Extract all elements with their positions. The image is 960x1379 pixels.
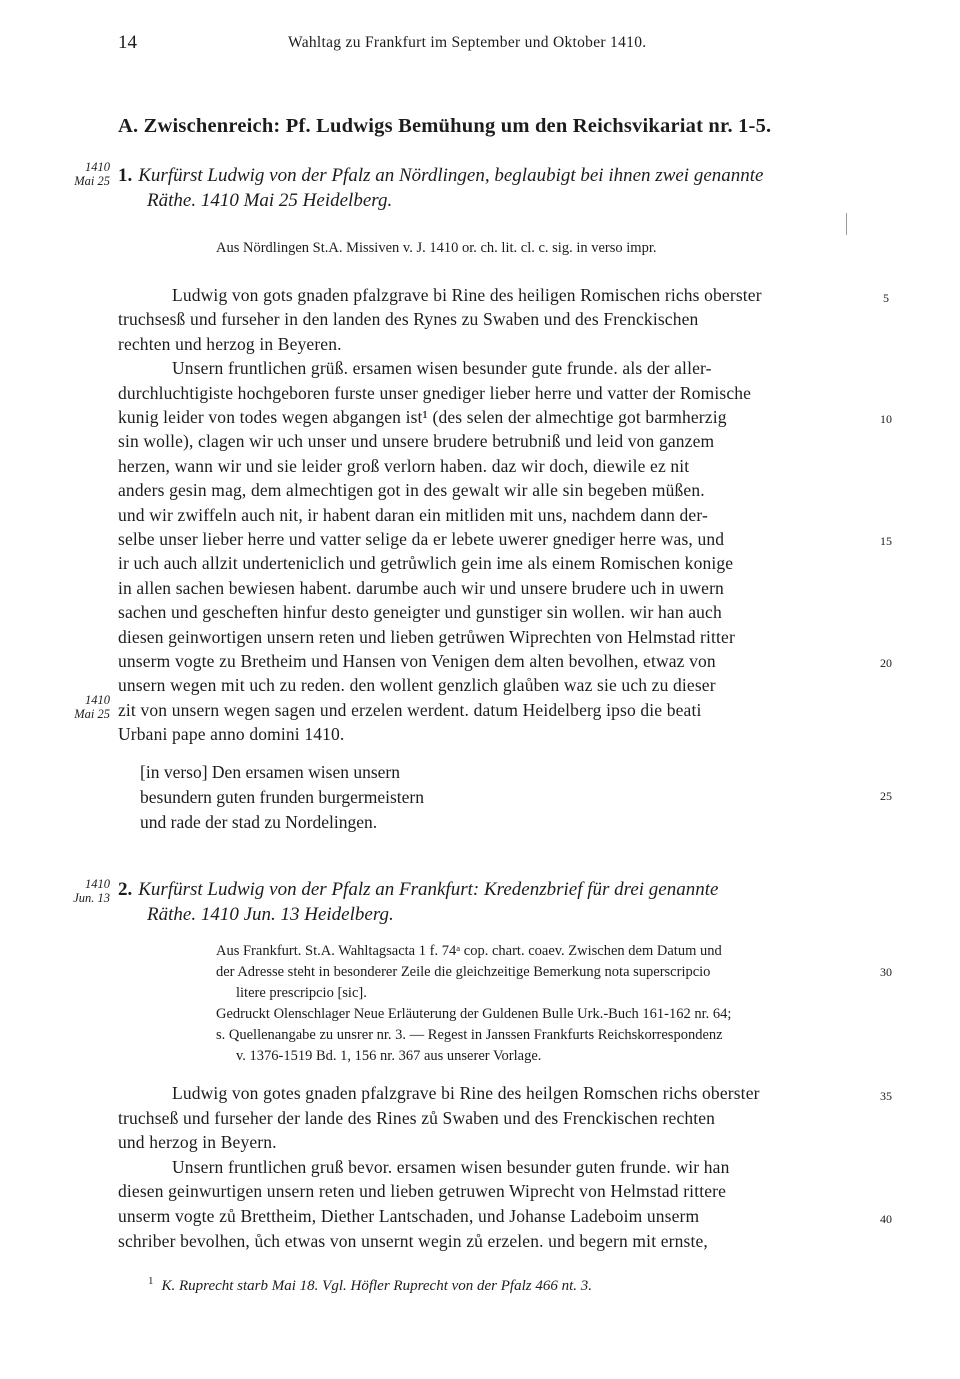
line-number: 15 bbox=[880, 534, 892, 548]
line-number: 5 bbox=[883, 291, 889, 305]
text-line: Ludwig von gots gnaden pfalzgrave bi Rine des heiligen Romischen richs oberster bbox=[172, 285, 762, 305]
section-heading: A. Zwischenreich: Pf. Ludwigs Bemühung um den Reichsvikariat nr. 1-5. bbox=[118, 115, 772, 137]
text-line: Ludwig von gotes gnaden pfalzgrave bi Rine des heilgen Romschen richs oberster bbox=[172, 1083, 760, 1103]
verso-line: [in verso] Den ersamen wisen unsern bbox=[140, 762, 400, 782]
text-line: selbe unser lieber herre und vatter selige da er lebete uwerer gnediger herre was, und bbox=[118, 529, 725, 549]
running-title: Wahltag zu Frankfurt im September und Oktober 1410. bbox=[288, 34, 647, 51]
text-line: schriber bevolhen, ůch etwas von unsernt wegin zů erzelen. und begern mit ernste, bbox=[118, 1230, 708, 1251]
text-line: ir uch auch allzit underteniclich und getrůwlich gein ime als einem Romischen konige bbox=[118, 553, 734, 574]
entry1-margin-day: Mai 25 bbox=[74, 174, 110, 188]
entry2-heading bbox=[118, 877, 873, 927]
page-number: 14 bbox=[118, 32, 137, 53]
verso-line: und rade der stad zu Nordelingen. bbox=[140, 812, 378, 832]
entry1-source: Aus Nördlingen St.A. Missiven v. J. 1410 or. ch. lit. cl. c. sig. in verso impr. bbox=[216, 240, 657, 256]
entry1-margin-date-2 bbox=[54, 693, 110, 721]
entry2-heading-line2: Räthe. 1410 Jun. 13 Heidelberg. bbox=[147, 904, 394, 925]
source-line: v. 1376-1519 Bd. 1, 156 nr. 367 aus unserer Vorlage. bbox=[236, 1048, 542, 1064]
text-line: truchsesß und furseher in den landen des Rynes zu Swaben und des Frenckischen bbox=[118, 309, 699, 330]
verso-line: besundern guten frunden burgermeistern bbox=[140, 787, 424, 807]
text-line: und wir zwiffeln auch nit, ir habent daran ein mitliden mit uns, nachdem dann der- bbox=[118, 504, 708, 525]
entry2-margin-day: Jun. 13 bbox=[73, 891, 110, 905]
line-number: 20 bbox=[880, 656, 892, 670]
text-line: herzen, wann wir und sie leider groß verlorn haben. daz wir doch, diewile ez nit bbox=[118, 455, 690, 476]
entry1-margin2-day: Mai 25 bbox=[74, 707, 110, 721]
entry1-margin-date bbox=[54, 160, 110, 188]
entry1-heading bbox=[118, 163, 873, 213]
text-line: und herzog in Beyern. bbox=[118, 1132, 277, 1153]
footnote bbox=[148, 1275, 868, 1295]
text-line: zit von unsern wegen sagen und erzelen werdent. datum Heidelberg ipso die beati bbox=[118, 699, 702, 720]
entry2-margin-date bbox=[54, 877, 110, 905]
text-line: truchseß und furseher der lande des Rines zů Swaben und des Frenckischen rechten bbox=[118, 1107, 716, 1128]
source-line: s. Quellenangabe zu unsrer nr. 3. — Regest in Janssen Frankfurts Reichskorrespondenz bbox=[216, 1027, 723, 1043]
line-number: 25 bbox=[880, 789, 892, 803]
entry2-number: 2. bbox=[118, 879, 133, 900]
entry1-margin-year: 1410 bbox=[85, 160, 110, 174]
text-line: sin wolle), clagen wir uch unser und unsere brudere betrubniß und leid von ganzem bbox=[118, 431, 715, 452]
text-line: sachen und gescheften hinfur desto geneigter und gunstiger sin wollen. wir han auch bbox=[118, 602, 722, 623]
text-line: kunig leider von todes wegen abgangen ist¹ (des selen der almechtige got barmherzig bbox=[118, 407, 727, 427]
line-number: 35 bbox=[880, 1089, 892, 1103]
text-line: unsern wegen mit uch zu reden. den wollent genzlich glaůben waz sie uch zu dieser bbox=[118, 675, 716, 696]
entry1-heading-line2: Räthe. 1410 Mai 25 Heidelberg. bbox=[147, 190, 393, 211]
text-line: durchluchtigiste hochgeboren furste unser gnediger lieber herre und vatter der Romische bbox=[118, 382, 752, 403]
entry2-margin-year: 1410 bbox=[85, 877, 110, 891]
text-line: Unsern fruntlichen gruß bevor. ersamen wisen besunder guten frunde. wir han bbox=[172, 1156, 730, 1177]
text-line: Urbani pape anno domini 1410. bbox=[118, 724, 345, 745]
source-line: Gedruckt Olenschlager Neue Erläuterung der Guldenen Bulle Urk.-Buch 161-162 nr. 64; bbox=[216, 1006, 732, 1022]
text-line: diesen geinwortigen unsern reten und lieben getrůwen Wiprechten von Helmstad ritter bbox=[118, 626, 735, 647]
line-number: 10 bbox=[880, 412, 892, 426]
entry1-verso-address bbox=[140, 760, 560, 835]
scan-mark bbox=[846, 213, 847, 235]
source-line: der Adresse steht in besonderer Zeile die gleichzeitige Bemerkung nota superscripcio bbox=[216, 964, 711, 980]
text-line: unserm vogte zů Brettheim, Diether Lantschaden, und Johanse Ladeboim unserm bbox=[118, 1206, 700, 1226]
entry1-number: 1. bbox=[118, 165, 133, 186]
running-head bbox=[118, 32, 878, 56]
text-line: Unsern fruntlichen grüß. ersamen wisen besunder gute frunde. als der aller- bbox=[172, 358, 712, 379]
text-line: rechten und herzog in Beyeren. bbox=[118, 333, 342, 354]
line-number: 30 bbox=[880, 965, 892, 979]
line-number: 40 bbox=[880, 1212, 892, 1226]
entry1-heading-line1: Kurfürst Ludwig von der Pfalz an Nördlingen, beglaubigt bei ihnen zwei genannte bbox=[138, 165, 764, 186]
text-line: unserm vogte zu Bretheim und Hansen von Venigen dem alten bevolhen, etwaz von bbox=[118, 651, 716, 671]
text-line: anders gesin mag, dem almechtigen got in des gewalt wir alle sin begeben müßen. bbox=[118, 480, 705, 501]
source-line: litere prescripcio [sic]. bbox=[236, 985, 367, 1001]
text-line: in allen sachen bewiesen habent. darumbe auch wir und unsere brudere uch in uwern bbox=[118, 577, 724, 598]
source-line: Aus Frankfurt. St.A. Wahltagsacta 1 f. 74ᵃ cop. chart. coaev. Zwischen dem Datum und bbox=[216, 943, 722, 959]
text-line: diesen geinwurtigen unsern reten und lieben getruwen Wiprecht von Helmstad rittere bbox=[118, 1181, 727, 1202]
entry2-heading-line1: Kurfürst Ludwig von der Pfalz an Frankfurt: Kredenzbrief für drei genannte bbox=[138, 879, 719, 900]
footnote-text: K. Ruprecht starb Mai 18. Vgl. Höfler Ruprecht von der Pfalz 466 nt. 3. bbox=[161, 1278, 593, 1294]
footnote-mark: 1 bbox=[148, 1275, 154, 1287]
entry1-margin2-year: 1410 bbox=[85, 693, 110, 707]
